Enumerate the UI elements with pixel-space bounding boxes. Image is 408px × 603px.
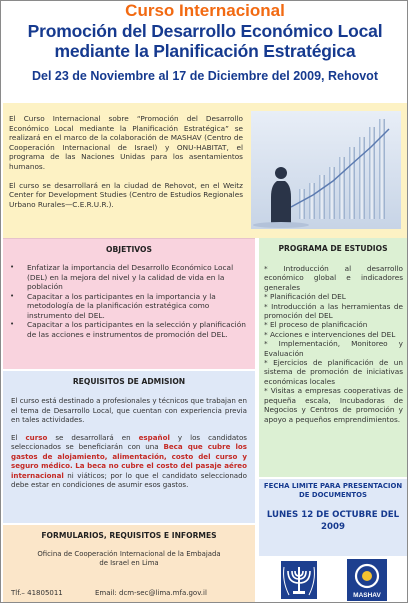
list-item: * Introducción a las herramientas de promoción del DEL (264, 301, 403, 321)
list-item: * El proceso de planificación (264, 320, 368, 330)
email-address: Email: dcm-sec@lima.mfa.gov.il (95, 589, 207, 597)
bullet-icon: • (10, 263, 15, 271)
formularios-title: FORMULARIOS, REQUISITOS E INFORMES (41, 531, 217, 540)
objetivos-title: OBJETIVOS (106, 245, 152, 254)
growth-bar-graphic (251, 111, 401, 229)
course-label: Curso Internacional (125, 1, 285, 20)
deadline-label: FECHA LIMITE PARA PRESENTACION DE DOCUMENTOS (263, 482, 403, 499)
list-item: * Implementación, Monitoreo y Evaluación (264, 339, 403, 358)
course-dates: Del 23 de Noviembre al 17 de Diciembre del 2009, Rehovot (32, 69, 378, 83)
title-line-1: Promoción del Desarrollo Económico Local (27, 21, 383, 41)
deadline-date: LUNES 12 DE OCTUBRE DEL 2009 (266, 510, 400, 532)
programa-title: PROGRAMA DE ESTUDIOS (278, 244, 388, 253)
requisitos-section (3, 371, 255, 523)
objetivos-list (3, 263, 255, 339)
formularios-section (3, 525, 255, 602)
bullet-icon: • (10, 291, 15, 300)
list-item: * Ejercicios de planificación de un sistema de promoción de iniciativas económicas locales (264, 358, 403, 386)
deadline-section (259, 479, 407, 556)
requisitos-paragraph-2: El curso se desarrollará en español y los candidatos seleccionados se beneficiarán con una Beca que cubre los gastos de alojamiento, alimentación, costo del curso y seguro médico. La beca no cubre el costo del pasaje aéreo internacional ni viáticos; por lo que el candidato seleccionado debe estar en condiciones de asumir esos gastos. (11, 432, 247, 489)
office-name: Oficina de Cooperación Internacional de la Embajada de Israel en Lima (37, 550, 221, 567)
list-item: * Introducción al desarrollo económico global e indicadores generales (264, 264, 403, 292)
title-line-2: mediante la Planificación Estratégica (54, 41, 356, 61)
list-item: * Visitas a empresas cooperativas de pequeña escala, Incubadoras de Negocios y Centros de promoción y apoyo a pequeños emprendimientos. (264, 386, 403, 424)
logos-area (259, 558, 407, 602)
requisitos-paragraph-1: El curso está destinado a profesionales y técnicos que trabajan en el tema de Desarrollo Local, que cuentan con experiencia previa en tales actividades. (11, 396, 247, 424)
list-item: * Planificación del DEL (264, 292, 346, 302)
programa-section (259, 238, 407, 477)
objetivos-section (3, 238, 255, 369)
list-item: • Capacitar a los participantes en la selección y planificación de las acciones e instrumentos de promoción del DEL. (10, 320, 246, 339)
intro-paragraph-1: El Curso Internacional sobre “Promoción del Desarrollo Económico Local mediante la Planificación Estratégica” se realizará en el marco de la colaboración de MASHAV (Centro de Cooperación Internacional de Israel) y ONU-HABITAT, el programa de las Naciones Unidas para los asentamientos humanos. (9, 114, 243, 171)
israel-emblem-icon (281, 561, 317, 599)
phone-number: Tlf.– 41805011 (11, 589, 63, 597)
list-item: * Acciones e intervenciones del DEL (264, 329, 396, 339)
intro-paragraph-2: El curso se desarrollará en la ciudad de Rehovot, en el Weitz Center for Development Studies (Centro de Estudios Regionales Urbano Rurales—C.E.R.U.R.). (9, 180, 243, 209)
requisitos-title: REQUISITOS DE ADMISION (72, 377, 186, 386)
bullet-icon: • (10, 320, 15, 328)
programa-list (259, 253, 407, 424)
list-item: • Enfatizar la importancia del Desarrollo Económico Local (DEL) en la mejora del nivel y la calidad de vida en la población (10, 263, 234, 291)
mashav-label: MASHAV (353, 592, 381, 599)
list-item: • Capacitar a los participantes en la importancia y la metodología de la planificación estratégica como instrumento del DEL. (10, 291, 216, 320)
mashav-logo-icon (347, 559, 387, 601)
